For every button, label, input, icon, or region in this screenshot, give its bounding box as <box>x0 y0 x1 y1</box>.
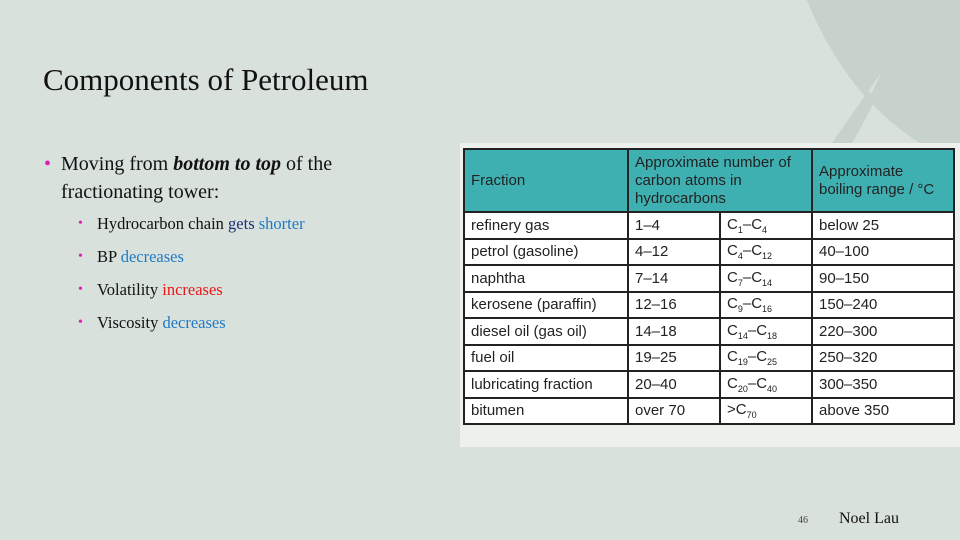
sub-bullet-bp: • BP decreases <box>44 241 404 272</box>
cell-formula: $C_{20}-C_{40}$ <box>720 371 812 398</box>
cell-fraction: diesel oil (gas oil) <box>464 318 628 345</box>
cell-boiling-range: above 350 <box>812 398 954 425</box>
cell-carbon-range: over 70 <box>628 398 720 425</box>
cell-carbon-range: 12–16 <box>628 292 720 319</box>
cell-fraction: fuel oil <box>464 345 628 372</box>
cell-boiling-range: 300–350 <box>812 371 954 398</box>
cell-carbon-range: 4–12 <box>628 239 720 266</box>
cell-formula: $C_{19}-C_{25}$ <box>720 345 812 372</box>
table-row <box>464 318 954 345</box>
header-fraction: Fraction <box>464 149 628 212</box>
sub-bullet-volatility: • Volatility increases <box>44 274 404 305</box>
sub-bullet-viscosity: • Viscosity decreases <box>44 307 404 338</box>
cell-carbon-range: 19–25 <box>628 345 720 372</box>
fractions-table <box>463 148 955 425</box>
fractions-table-image <box>460 143 960 447</box>
cell-boiling-range: 220–300 <box>812 318 954 345</box>
cell-boiling-range: 40–100 <box>812 239 954 266</box>
cell-formula: $C_4-C_{12}$ <box>720 239 812 266</box>
cell-formula: $C_1-C_4$ <box>720 212 812 239</box>
cell-fraction: lubricating fraction <box>464 371 628 398</box>
cell-carbon-range: 7–14 <box>628 265 720 292</box>
cell-fraction: naphtha <box>464 265 628 292</box>
author-name: Noel Lau <box>839 510 899 527</box>
table-row <box>464 292 954 319</box>
page-number: 46 <box>798 515 808 526</box>
cell-boiling-range: below 25 <box>812 212 954 239</box>
cell-fraction: refinery gas <box>464 212 628 239</box>
cell-boiling-range: 250–320 <box>812 345 954 372</box>
table-row <box>464 345 954 372</box>
sub-bullet-chain: • Hydrocarbon chain gets shorter <box>44 208 404 239</box>
header-carbon-atoms: Approximate number of carbon atoms in hydrocarbons <box>628 149 812 212</box>
cell-formula: $C_9-C_{16}$ <box>720 292 812 319</box>
cell-carbon-range: 20–40 <box>628 371 720 398</box>
cell-fraction: bitumen <box>464 398 628 425</box>
cell-fraction: petrol (gasoline) <box>464 239 628 266</box>
cell-carbon-range: 1–4 <box>628 212 720 239</box>
table-row <box>464 371 954 398</box>
table-row <box>464 398 954 425</box>
slide-title: Components of Petroleum <box>43 62 369 97</box>
cell-formula: $C_7-C_{14}$ <box>720 265 812 292</box>
table-row <box>464 265 954 292</box>
header-boiling-range: Approximate boiling range / °C <box>812 149 954 212</box>
main-bullet: • Moving from bottom to top of the fractionating tower: <box>44 150 404 206</box>
cell-formula: $>C_{70}$ <box>720 398 812 425</box>
table-row <box>464 212 954 239</box>
cell-boiling-range: 150–240 <box>812 292 954 319</box>
cell-boiling-range: 90–150 <box>812 265 954 292</box>
bullet-list <box>44 150 404 338</box>
table-row <box>464 239 954 266</box>
cell-fraction: kerosene (paraffin) <box>464 292 628 319</box>
cell-carbon-range: 14–18 <box>628 318 720 345</box>
cell-formula: $C_{14}-C_{18}$ <box>720 318 812 345</box>
